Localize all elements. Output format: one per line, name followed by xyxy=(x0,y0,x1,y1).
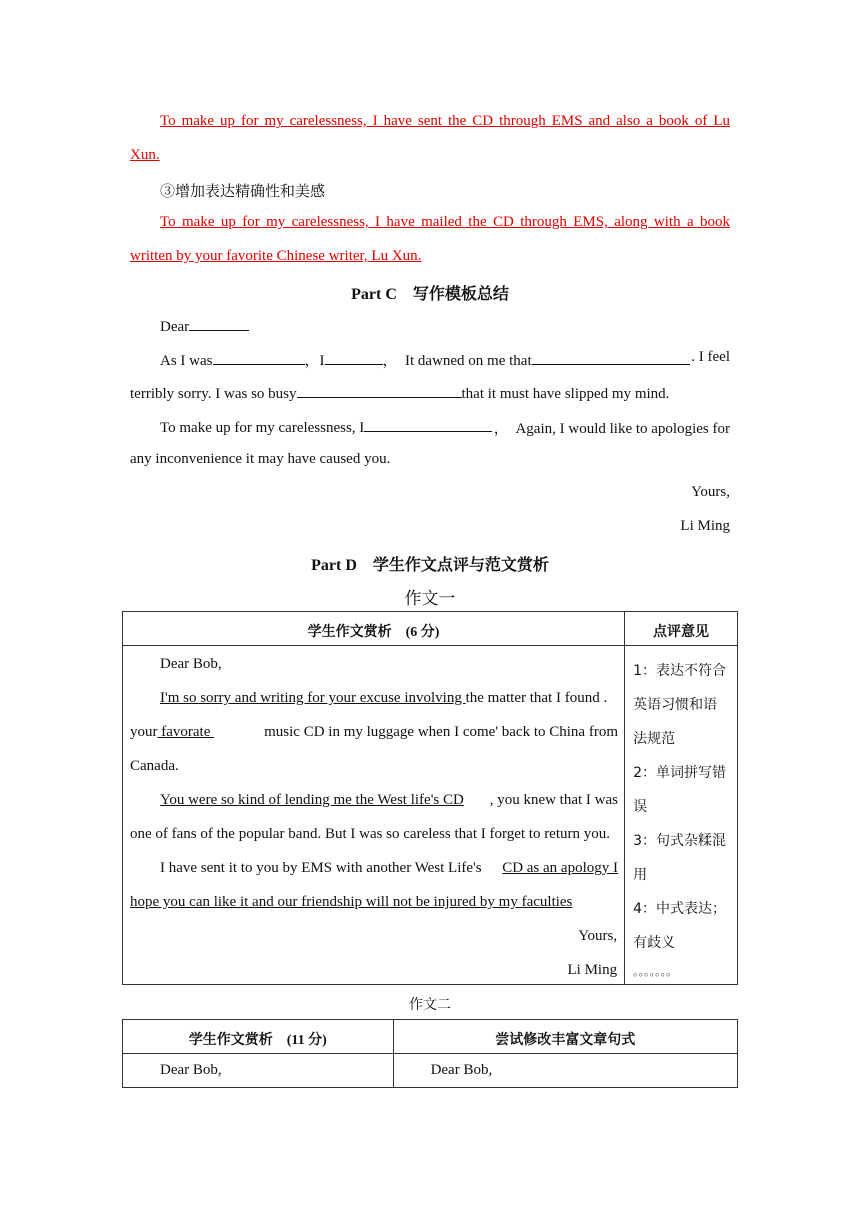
template-text: that it must have slipped my mind. xyxy=(461,386,670,402)
essay-2-table xyxy=(122,1019,738,1088)
essay-closing: Yours, xyxy=(578,928,618,944)
underlined-error: You were so kind of lending me the West life's CD xyxy=(160,792,464,808)
blank xyxy=(213,350,305,365)
essay-1-title: 作文一 xyxy=(404,589,456,608)
improved-sentence-1-line2: Xun. xyxy=(130,147,160,163)
essay-greeting: Dear Bob, xyxy=(160,656,222,672)
essay-line xyxy=(160,860,618,877)
template-line-2 xyxy=(160,349,730,370)
template-text: ， Again, I would like to apologies for xyxy=(493,421,730,437)
essay-text: music CD in my luggage when I come' back to China from xyxy=(264,724,618,740)
essay-2-title: 作文二 xyxy=(409,997,451,1013)
essay-1-table xyxy=(122,611,738,985)
point-3-label: ③增加表达精确性和美感 xyxy=(160,184,326,200)
essay-line: hope you can like it and our friendship will not be injured by my faculties xyxy=(130,894,573,910)
template-text: . I feel xyxy=(691,349,730,365)
revision-cell xyxy=(393,1054,737,1088)
blank xyxy=(364,417,492,432)
essay-signature: Li Ming xyxy=(567,962,618,978)
essay-text: , you knew that I was xyxy=(489,792,618,808)
essay-line: one of fans of the popular band. But I was so careless that I forget to return you. xyxy=(130,826,611,842)
table-header-cell xyxy=(123,612,625,646)
comment-line: 。。。。。。。 xyxy=(633,965,678,978)
blank xyxy=(532,350,690,365)
comment-line: 4：中式表达； xyxy=(633,901,727,917)
essay-text: I have sent it to you by EMS with another West Life's xyxy=(160,860,486,876)
improved-sentence-1-line1: To make up for my carelessness, I have sent the CD through EMS and also a book of Lu xyxy=(160,113,730,129)
comment-line: 误 xyxy=(633,799,648,815)
table-header-cell xyxy=(625,612,738,646)
template-text: As I was xyxy=(160,353,213,369)
comments-cell xyxy=(625,646,738,985)
essay-text: your xyxy=(130,724,158,740)
template-signature: Li Ming xyxy=(680,518,730,534)
improved-sentence-2-line1: To make up for my carelessness, I have mailed the CD through EMS, along with a book xyxy=(160,214,730,230)
underlined-error: favorate xyxy=(157,724,215,740)
student-essay-cell xyxy=(123,1054,394,1088)
blank xyxy=(297,383,462,398)
part-c-title: Part C 写作模板总结 xyxy=(351,286,509,303)
part-d-title: Part D 学生作文点评与范文赏析 xyxy=(311,557,549,574)
essay-greeting: Dear Bob, xyxy=(160,1062,222,1078)
essay-line: Canada. xyxy=(130,758,179,774)
essay-line xyxy=(160,690,618,707)
underlined-error: CD as an apology I xyxy=(502,860,618,876)
template-closing: Yours, xyxy=(691,484,730,500)
improved-sentence-2-line2: written by your favorite Chinese writer, Lu Xun. xyxy=(130,248,422,264)
revision-greeting: Dear Bob, xyxy=(430,1062,493,1078)
template-line-4 xyxy=(160,417,730,437)
essay-line xyxy=(160,792,618,809)
student-essay-cell xyxy=(123,646,625,985)
column-header: 尝试修改丰富文章句式 xyxy=(495,1033,636,1048)
template-dear: Dear xyxy=(160,319,190,335)
blank xyxy=(325,350,383,365)
table-header-cell xyxy=(393,1020,737,1054)
template-line-5: any inconvenience it may have caused you. xyxy=(130,451,391,467)
blank xyxy=(189,316,249,331)
column-header: 点评意见 xyxy=(653,625,710,640)
comment-line: 2：单词拼写错 xyxy=(633,765,727,781)
essay-line xyxy=(130,724,618,741)
template-text: terribly sorry. I was so busy xyxy=(130,386,297,402)
table-header-cell xyxy=(123,1020,394,1054)
comment-line: 法规范 xyxy=(633,731,676,747)
comment-line: 有歧义 xyxy=(633,935,676,951)
template-dear-line xyxy=(160,316,249,336)
comment-line: 3：句式杂糅混 xyxy=(633,833,727,849)
template-line-3 xyxy=(130,383,669,403)
comment-list xyxy=(625,646,737,984)
column-header: 学生作文赏析 (11 分) xyxy=(188,1033,327,1048)
template-text: To make up for my carelessness, I xyxy=(160,420,365,436)
comment-line: 1：表达不符合 xyxy=(633,663,727,679)
essay-text: the matter that I found . xyxy=(465,690,608,706)
comment-line: 用 xyxy=(633,867,648,883)
template-text: ，I xyxy=(304,353,325,369)
underlined-error: I'm so sorry and writing for your excuse involving xyxy=(160,690,466,706)
template-text: ， It dawned on me that xyxy=(382,353,532,369)
column-header: 学生作文赏析 (6 分) xyxy=(307,625,440,640)
comment-line: 英语习惯和语 xyxy=(633,697,718,713)
